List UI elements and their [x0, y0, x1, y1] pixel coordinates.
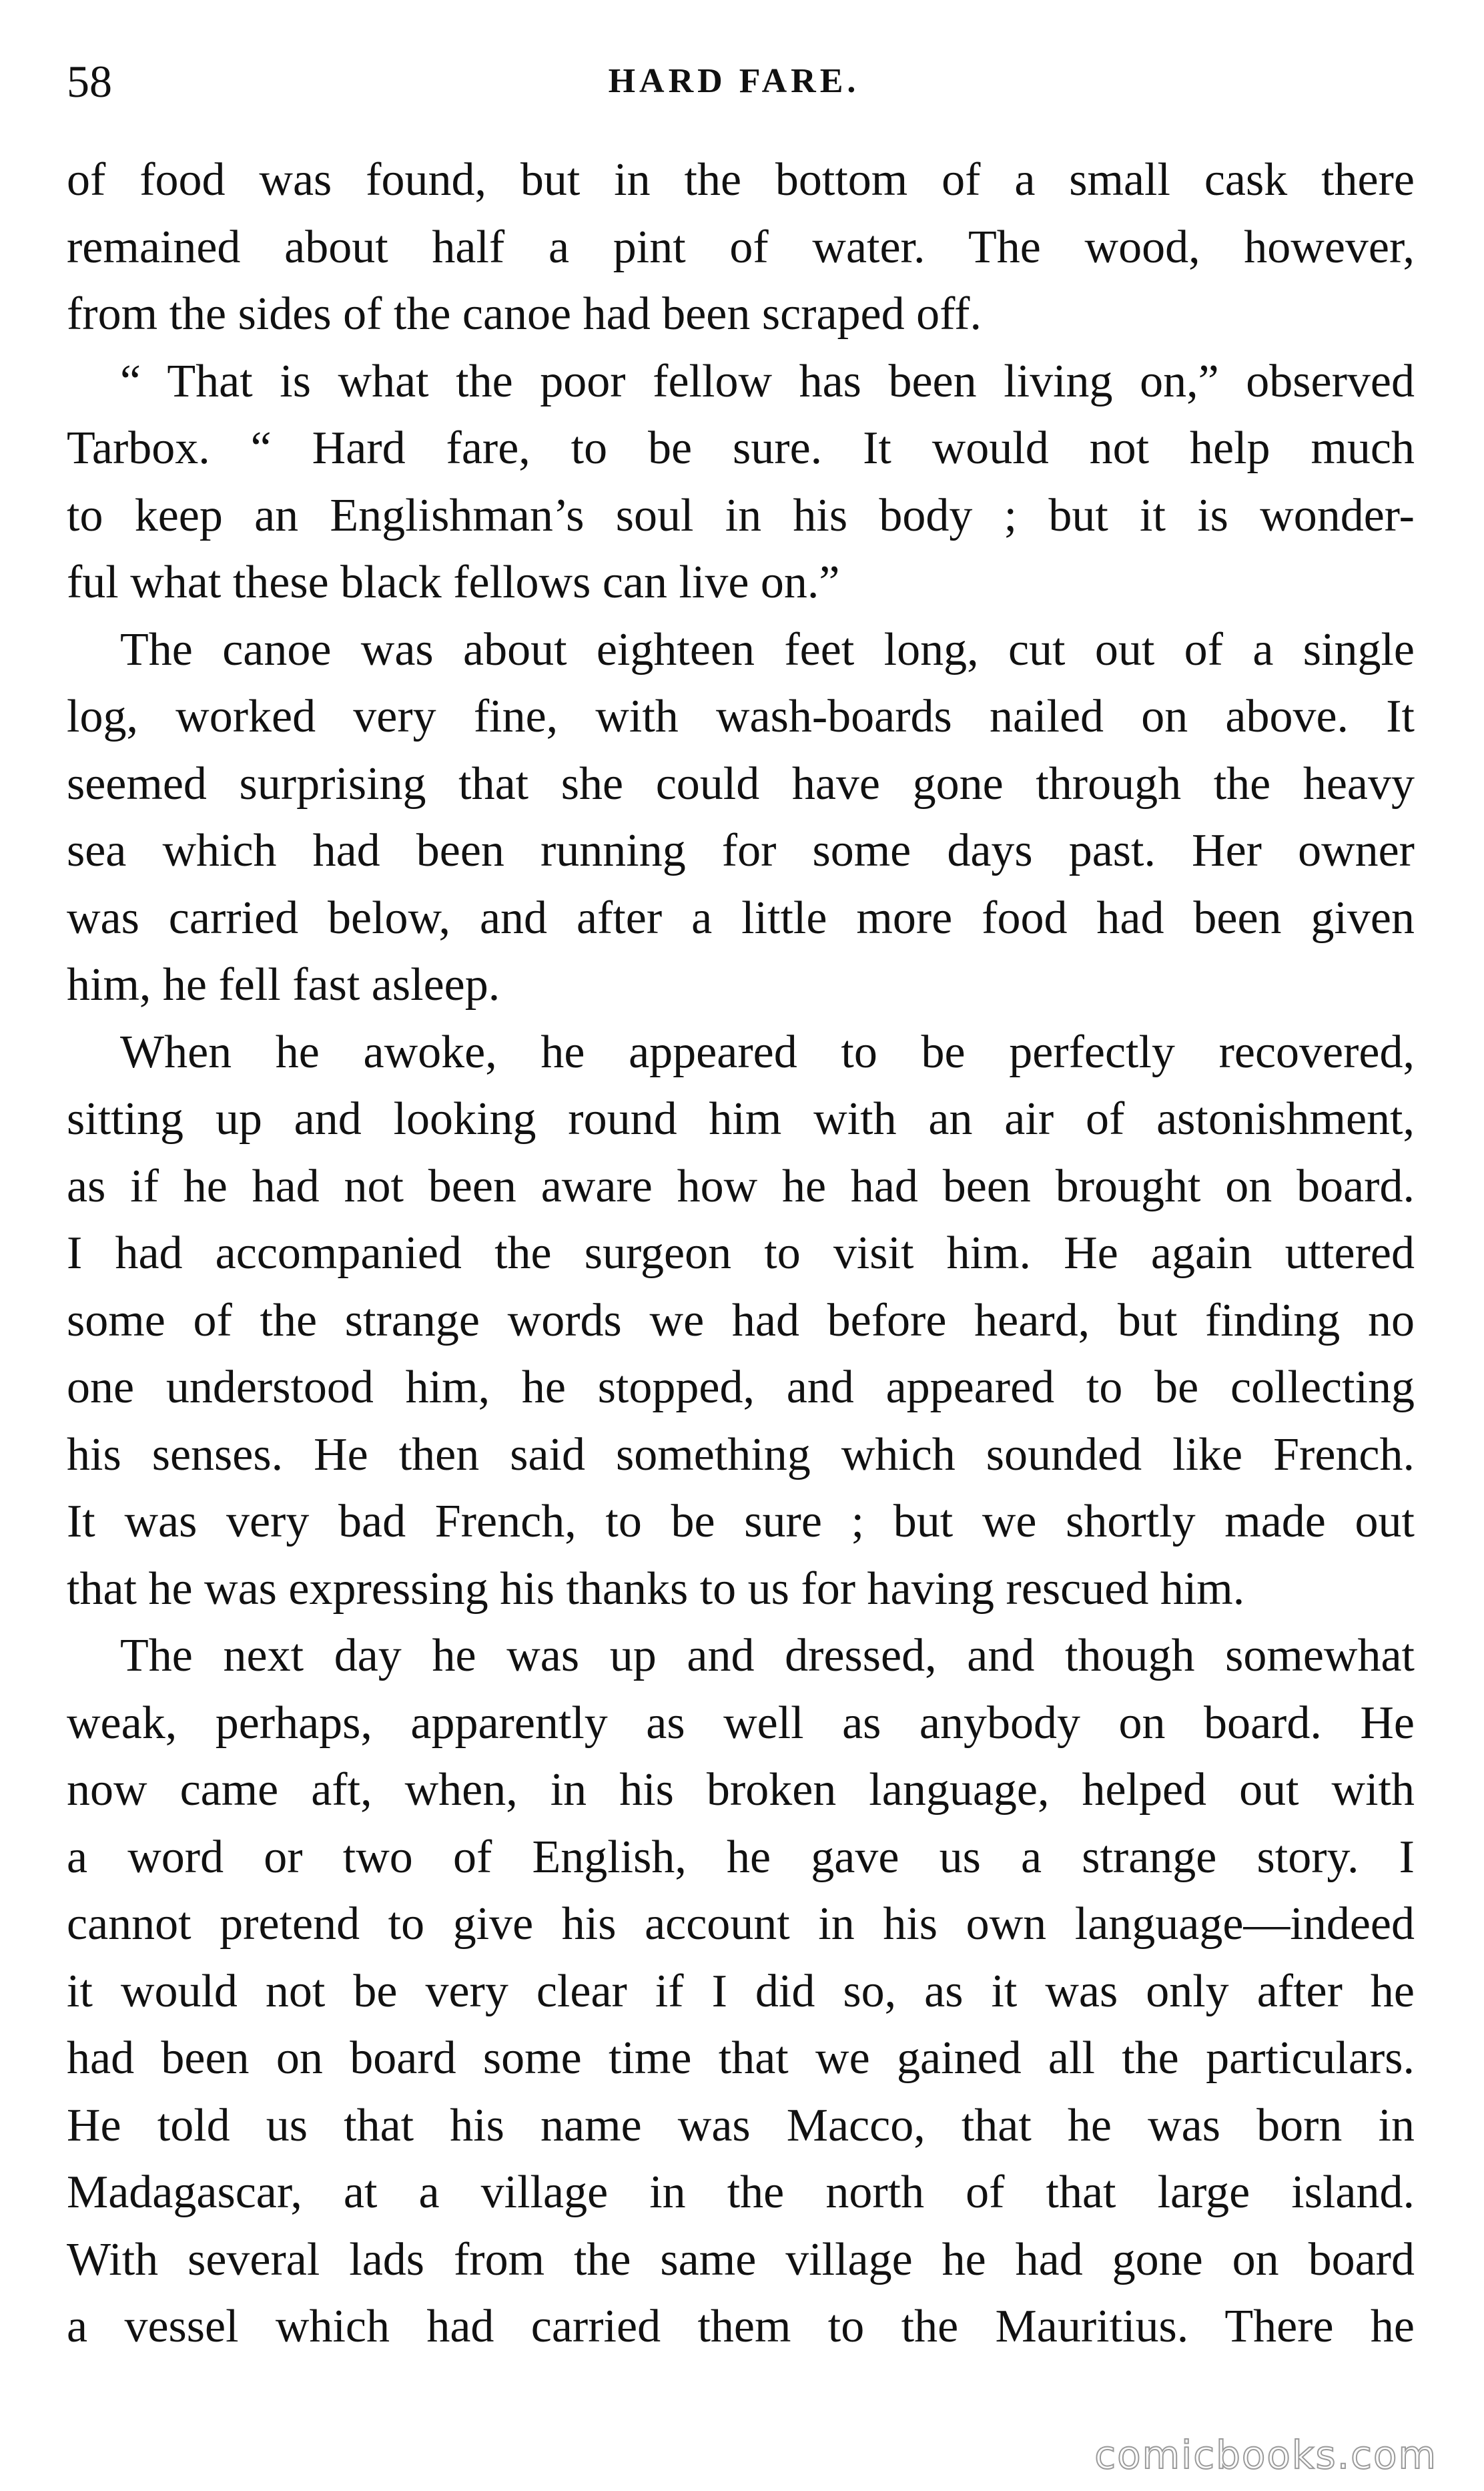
text-line: He told us that his name was Macco, that he was born in	[67, 2099, 1415, 2151]
body-text	[67, 147, 1415, 2361]
text-line: Tarbox. “ Hard fare, to be sure. It would not help much	[67, 423, 1415, 474]
text-line: it would not be very clear if I did so, as it was only after he	[67, 1965, 1415, 2017]
text-line: cannot pretend to give his account in his own language—indeed	[67, 1898, 1415, 1950]
text-line: The canoe was about eighteen feet long, cut out of a single	[120, 623, 1415, 675]
text-line: The next day he was up and dressed, and though somewhat	[120, 1630, 1415, 1681]
text-line: Madagascar, at a village in the north of that large island.	[67, 2167, 1415, 2218]
text-line: a vessel which had carried them to the Mauritius. There he	[67, 2301, 1415, 2352]
text-line: remained about half a pint of water. The wood, however,	[67, 221, 1415, 273]
text-line: was carried below, and after a little more food had been given	[67, 892, 1415, 944]
text-line: as if he had not been aware how he had been brought on board.	[67, 1160, 1415, 1212]
text-line: of food was found, but in the bottom of a small cask there	[67, 154, 1415, 206]
page-number: 58	[67, 56, 112, 107]
text-line: log, worked very fine, with wash-boards nailed on above. It	[67, 691, 1415, 742]
watermark-logo: comicbooks.com	[1094, 2432, 1437, 2478]
text-line: some of the strange words we had before heard, but finding no	[67, 1294, 1415, 1346]
text-line: seemed surprising that she could have gone through the heavy	[67, 758, 1415, 810]
page-header	[67, 41, 1401, 121]
text-line: that he was expressing his thanks to us for having rescued him.	[67, 1563, 1245, 1615]
text-line: With several lads from the same village he had gone on board	[67, 2233, 1415, 2285]
text-line: his senses. He then said something which sounded like French.	[67, 1428, 1415, 1480]
text-line: had been on board some time that we gained all the particulars.	[67, 2032, 1415, 2084]
text-line: from the sides of the canoe had been scraped off.	[67, 288, 982, 340]
text-line: him, he fell fast asleep.	[67, 959, 500, 1011]
text-line: one understood him, he stopped, and appeared to be collecting	[67, 1362, 1415, 1413]
text-line: sea which had been running for some days past. Her owner	[67, 825, 1415, 876]
text-line: “ That is what the poor fellow has been living on,” observed	[120, 355, 1415, 407]
text-line: weak, perhaps, apparently as well as anybody on board. He	[67, 1697, 1415, 1749]
text-line: ful what these black fellows can live on.”	[67, 557, 840, 608]
text-line: a word or two of English, he gave us a strange story. I	[67, 1831, 1415, 1883]
text-line: to keep an Englishman’s soul in his body ; but it is wonder-	[67, 489, 1415, 541]
text-line: It was very bad French, to be sure ; but we shortly made out	[67, 1496, 1415, 1547]
text-line: sitting up and looking round him with an air of astonishment,	[67, 1093, 1415, 1145]
text-line: now came aft, when, in his broken language, helped out with	[67, 1764, 1415, 1816]
running-head: HARD FARE.	[608, 62, 860, 100]
text-line: I had accompanied the surgeon to visit him. He again uttered	[67, 1227, 1415, 1279]
text-line: When he awoke, he appeared to be perfectly recovered,	[120, 1026, 1415, 1078]
